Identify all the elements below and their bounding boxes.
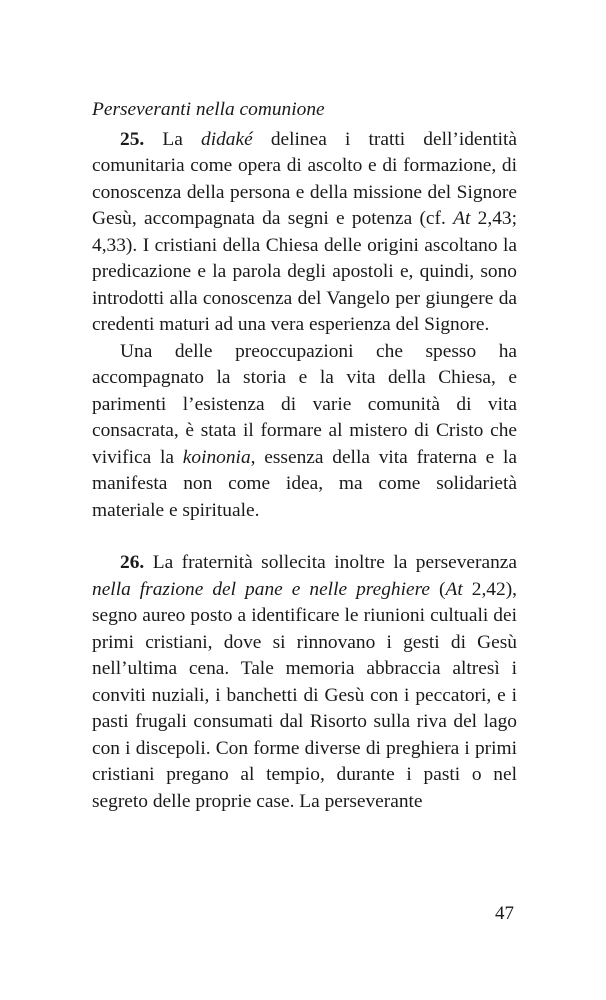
italic-text: didaké (201, 128, 253, 150)
italic-text: koinonia (182, 446, 251, 468)
text-run: 2,42), segno aureo posto a identificare le riunioni cultuali dei primi cristiani, dove si rinnovano i gesti di Gesù nell’ultima cena. Tale memoria abbraccia altresì i conviti nuziali, i banchetti di Gesù con i peccatori, e i pasti frugali consumati dal Risorto sulla riva del lago con i discepoli. Con forme diverse di preghiera i primi cristiani pregano al tempio, durante i pasti o nel segreto delle proprie case. La perseverante (92, 578, 518, 812)
page-number: 47 (495, 903, 514, 924)
text-run: Una delle preoccupazioni che spesso ha accompagnato la storia e la vita della Chiesa, e parimenti l’esistenza di varie comunità di vita consacrata, è stata il formare al mistero di Cristo che vivifica la (92, 340, 517, 468)
text-run: , essenza della vita fraterna e la manifesta non come idea, ma come solidarietà materiale e spirituale. (92, 446, 517, 521)
paragraphs (92, 127, 517, 816)
paragraph-number: 25. (120, 128, 145, 150)
paragraph (92, 127, 517, 339)
text-run: 2,43; 4,33). I cristiani della Chiesa delle origini ascoltano la predicazione e la parola degli apostoli e, quindi, sono introdotti alla conoscenza del Vangelo per giungere da credenti maturi ad una vera esperienza del Signore. (92, 208, 517, 335)
text-run: delinea i tratti dell’identità comunitaria come opera di ascolto e di formazione, di conoscenza della persona e della missione del Signore Gesù, accompagnata da segni e potenza (cf. (92, 128, 517, 229)
paragraph-number: 26. (120, 552, 145, 573)
italic-text: At (445, 578, 463, 600)
text-run: La fraternità sollecita inoltre la perseveranza (144, 552, 517, 573)
italic-text: nella frazione del pane e nelle preghiere (92, 578, 431, 600)
paragraph (92, 339, 517, 525)
text-run: La (144, 128, 202, 150)
paragraph (92, 550, 517, 815)
section-title: Perseveranti nella comunione (92, 99, 325, 120)
text-run: ( (430, 578, 446, 600)
page-body (92, 97, 517, 815)
italic-text: At (453, 208, 471, 229)
